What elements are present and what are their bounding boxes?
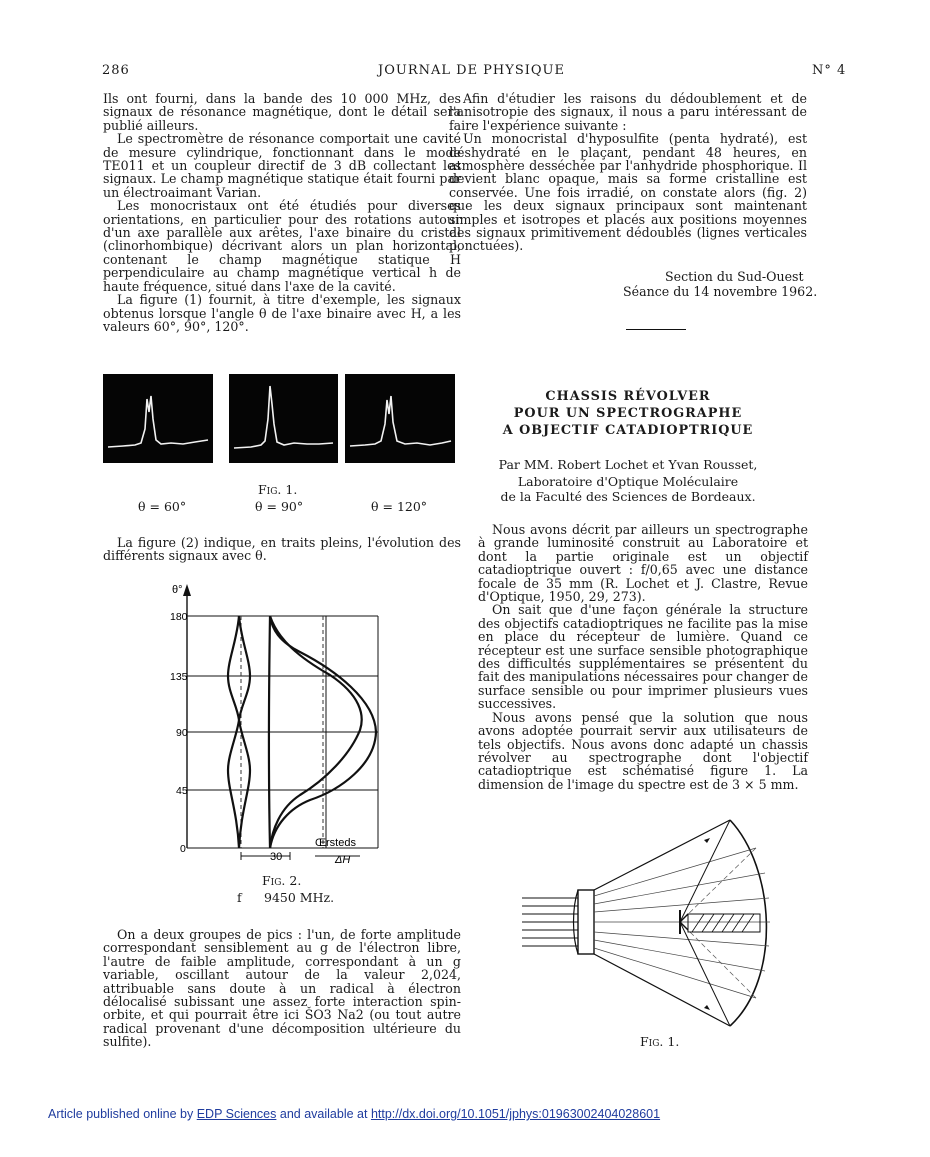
affiliation-faculty: de la Faculté des Sciences de Bordeaux.: [500, 489, 756, 504]
unit-label: Œrsteds: [315, 837, 356, 849]
fig1-label-60: θ = 60°: [138, 499, 187, 514]
journal-title: JOURNAL DE PHYSIQUE: [378, 63, 565, 78]
fig1-caption: Fig. 1.: [258, 482, 298, 497]
paragraph: Les monocristaux ont été étudiés pour diverses orientations, en particulier pour des rotations autour d'un axe parallèle aux arêtes, l'axe binaire du cristal (clinorhombique) décrivant alors un plan horizontal, contenant le champ magnétique statique H perpendiculaire au champ magnétique vertical h de haute fréquence, situé dans l'axe de la cavité.: [103, 198, 461, 294]
x-axis-label: ΔH: [335, 854, 351, 866]
doi-link[interactable]: http://dx.doi.org/10.1051/jphys:01963002404028601: [370, 1107, 661, 1121]
y-tick: 180: [170, 611, 188, 623]
y-tick: 90: [176, 727, 188, 739]
publisher-link[interactable]: EDP Sciences: [196, 1107, 277, 1121]
signature-date: Séance du 14 novembre 1962.: [623, 284, 818, 299]
spectrum-photo-90: [229, 374, 338, 463]
paragraph: Nous avons pensé que la solution que nous avons adoptée pourrait servir aux utilisateurs de tels objectifs. Nous avons donc adapté un chassis révolver au spectrographe dont l'objectif catadioptrique est schématisé figure 1. La dimension de l'image du spectre est de 3 × 5 mm.: [478, 709, 808, 792]
scale-value: 30: [270, 851, 283, 863]
paragraph: On a deux groupes de pics : l'un, de forte amplitude correspondant sensiblement au g de l'électron libre, l'autre de faible amplitude, correspondant à un g variable, oscillant autour de la valeur 2,024, attribuable sans doute à un radical à électron délocalisé subissant une assez forte interaction spin-orbite, et qui pourrait être ici ŠO3 Na2 (ou tout autre radical provenant d'une décomposition ultérieure du sulfite).: [103, 927, 461, 1050]
fig1-label-120: θ = 120°: [371, 499, 428, 514]
paragraph: Un monocristal d'hyposulfite (penta hydraté), est déshydraté en le plaçant, pendant 48 heures, en atmosphère desséchée par l'anhydride phosphorique. Il devient blanc opaque, mais sa forme cristalline est conservée. Une fois irradié, on constate alors (fig. 2) que les deux signaux principaux sont maintenant simples et isotropes et placés aux positions moyennes des signaux primitivement dédoublés (lignes verticales ponctuées).: [449, 131, 807, 254]
signature-section: Section du Sud-Ouest: [665, 269, 804, 284]
left-column-intro: [103, 92, 461, 333]
fig2-caption: Fig. 2.: [262, 873, 302, 888]
paragraph: On sait que d'une façon générale la structure des objectifs catadioptriques ne facilite pas la mise en place du récepteur de lumière. Quand ce récepteur est une surface sensible photographique des difficultés supplémentaires se présentent du fait des manipulations nécessaires pour changer de surface sensible ou pour imprimer plusieurs vues successives.: [478, 602, 808, 712]
fig2-intro: [103, 536, 461, 563]
article-title: CHASSIS RÉVOLVER POUR UN SPECTROGRAPHE A OBJECTIF CATADIOPTRIQUE: [502, 389, 754, 438]
fig1-label-90: θ = 90°: [255, 499, 304, 514]
right-column-intro: [449, 92, 807, 253]
footer-middle: and available at: [279, 1107, 368, 1121]
authors: Par MM. Robert Lochet et Yvan Rousset,: [498, 457, 758, 472]
issue-number: N° 4: [812, 63, 847, 78]
section-divider: [626, 329, 686, 330]
footer-prefix: Article published online by: [48, 1107, 194, 1121]
spectrum-photo-120: [345, 374, 455, 463]
y-tick: 0: [180, 843, 186, 855]
paragraph: La figure (1) fournit, à titre d'exemple, les signaux obtenus lorsque l'angle θ de l'axe binaire avec H, a les valeurs 60°, 90°, 120°.: [103, 292, 461, 334]
fig2-frequency: 9450 MHz.: [264, 890, 335, 905]
left-column-closing: [103, 928, 461, 1049]
paragraph: Ils ont fourni, dans la bande des 10 000 MHz, des signaux de résonance magnétique, dont le détail sera publié ailleurs.: [103, 91, 461, 133]
paragraph: Afin d'étudier les raisons du dédoublement et de l'anisotropie des signaux, il nous a paru intéressant de faire l'expérience suivante :: [449, 91, 807, 133]
footer-notice: [48, 1107, 660, 1121]
paragraph: La figure (2) indique, en traits pleins, l'évolution des différents signaux avec θ.: [103, 535, 461, 564]
page-number: 286: [102, 63, 130, 78]
y-axis-label: θ°: [172, 584, 183, 596]
fig2-graph: [160, 580, 400, 870]
y-tick: 45: [176, 785, 188, 797]
affiliation-lab: Laboratoire d'Optique Moléculaire: [517, 474, 739, 489]
paragraph: Nous avons décrit par ailleurs un spectrographe à grande luminosité construit au Laboratoire et dont la partie originale est un objectif catadioptrique ouvert : f/0,65 avec une distance focale de 35 mm (R. Lochet et J. Clastre, Revue d'Optique, 1950, 29, 273).: [478, 522, 808, 605]
article-body: [478, 523, 808, 791]
spectrum-photo-60: [103, 374, 213, 463]
fig2-f-label: f: [237, 890, 242, 905]
right-fig1-caption: Fig. 1.: [640, 1034, 680, 1049]
y-axis-arrow: [183, 584, 191, 596]
catadioptric-objective-diagram: [520, 818, 830, 1030]
paragraph: Le spectromètre de résonance comportait une cavité de mesure cylindrique, fonctionnant dans le mode TE011 et un coupleur directif de 3 dB collectant les signaux. Le champ magnétique statique était fourni par un électroaimant Varian.: [103, 131, 461, 200]
y-tick: 135: [170, 671, 188, 683]
